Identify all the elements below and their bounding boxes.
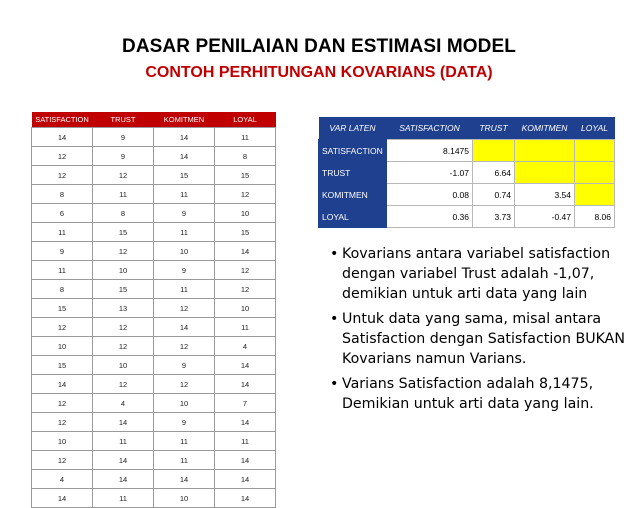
table-cell: 9 [93,147,154,166]
data-header-trust: TRUST [93,112,154,128]
table-row [32,280,276,299]
table-cell: 11 [93,185,154,204]
table-cell: 15 [215,166,276,185]
cov-row-label: KOMITMEN [319,184,387,206]
table-cell: 9 [154,261,215,280]
cov-cell: 6.64 [473,162,515,184]
cov-cell [575,162,615,184]
covariance-table [318,117,615,228]
cov-cell: 3.73 [473,206,515,228]
table-cell: 8 [215,147,276,166]
cov-cell: 0.08 [387,184,473,206]
cov-header-komitmen: KOMITMEN [515,117,575,140]
table-cell: 14 [154,128,215,147]
bullet-item [330,374,630,414]
cov-table-body [319,140,615,228]
table-cell: 10 [215,204,276,223]
table-cell: 12 [93,375,154,394]
table-cell: 9 [154,356,215,375]
table-row [32,242,276,261]
table-cell: 10 [154,242,215,261]
table-cell: 4 [215,337,276,356]
table-cell: 11 [215,318,276,337]
table-cell: 8 [32,185,93,204]
table-row [32,451,276,470]
table-cell: 14 [154,318,215,337]
table-cell: 6 [32,204,93,223]
cov-row [319,140,615,162]
cov-header-satisfaction: SATISFACTION [387,117,473,140]
data-header-komitmen: KOMITMEN [154,112,215,128]
cov-row-label: TRUST [319,162,387,184]
table-cell: 14 [215,375,276,394]
cov-cell: 0.36 [387,206,473,228]
table-row [32,261,276,280]
table-cell: 11 [154,185,215,204]
table-row [32,375,276,394]
table-cell: 10 [32,432,93,451]
table-cell: 13 [93,299,154,318]
table-cell: 12 [32,394,93,413]
bullet-dot-icon: • [330,376,339,392]
bullet-item [330,309,630,369]
table-cell: 10 [215,299,276,318]
table-cell: 11 [32,261,93,280]
table-row [32,356,276,375]
cov-row [319,206,615,228]
table-cell: 14 [32,489,93,508]
data-table-body [32,128,276,508]
page-subtitle: CONTOH PERHITUNGAN KOVARIANS (DATA) [145,64,493,81]
table-cell: 11 [215,128,276,147]
cov-cell [575,184,615,206]
cov-cell: 3.54 [515,184,575,206]
table-cell: 12 [154,337,215,356]
cov-header-row [319,117,615,140]
table-cell: 11 [93,489,154,508]
table-cell: 11 [93,432,154,451]
table-cell: 14 [215,489,276,508]
table-row [32,299,276,318]
table-cell: 14 [93,413,154,432]
table-row [32,223,276,242]
table-cell: 11 [154,280,215,299]
table-cell: 11 [32,223,93,242]
cov-cell [473,140,515,162]
cov-cell [575,140,615,162]
table-row [32,337,276,356]
cov-row-label: LOYAL [319,206,387,228]
table-cell: 7 [215,394,276,413]
cov-cell: 0.74 [473,184,515,206]
table-cell: 12 [93,242,154,261]
cov-cell: 8.06 [575,206,615,228]
cov-cell [515,162,575,184]
table-cell: 10 [32,337,93,356]
table-cell: 8 [32,280,93,299]
data-header-satisfaction: SATISFACTION [32,112,93,128]
bullet-dot-icon: • [330,311,339,327]
table-cell: 14 [32,128,93,147]
cov-header-trust: TRUST [473,117,515,140]
table-row [32,128,276,147]
table-cell: 15 [154,166,215,185]
table-cell: 12 [32,451,93,470]
page-title: DASAR PENILAIAN DAN ESTIMASI MODEL [122,36,516,57]
table-cell: 12 [32,318,93,337]
table-cell: 4 [32,470,93,489]
bullet-item [330,244,630,304]
table-cell: 14 [215,356,276,375]
data-table [31,112,276,508]
table-cell: 11 [154,223,215,242]
table-cell: 9 [154,413,215,432]
cov-header-var-laten: VAR LATEN [319,117,387,140]
table-cell: 12 [215,280,276,299]
table-row [32,470,276,489]
table-cell: 12 [32,166,93,185]
table-cell: 14 [154,147,215,166]
table-row [32,432,276,451]
table-row [32,413,276,432]
table-row [32,318,276,337]
bullet-text: Untuk data yang sama, misal antara Satisfaction dengan Satisfaction BUKAN Kovarians namun Varians. [342,311,625,367]
table-cell: 15 [32,356,93,375]
table-row [32,147,276,166]
table-cell: 9 [93,128,154,147]
table-cell: 14 [215,470,276,489]
table-cell: 14 [154,470,215,489]
table-cell: 9 [32,242,93,261]
table-cell: 14 [93,451,154,470]
table-cell: 14 [215,242,276,261]
table-cell: 10 [154,394,215,413]
cov-row [319,184,615,206]
table-cell: 15 [93,223,154,242]
data-table-header-row [32,112,276,128]
data-header-loyal: LOYAL [215,112,276,128]
table-cell: 14 [215,451,276,470]
bullet-text: Varians Satisfaction adalah 8,1475, Demikian untuk arti data yang lain. [342,376,594,412]
table-cell: 14 [93,470,154,489]
table-cell: 10 [93,356,154,375]
table-cell: 12 [215,261,276,280]
cov-cell: 8.1475 [387,140,473,162]
bullet-dot-icon: • [330,246,339,262]
table-cell: 12 [93,337,154,356]
table-cell: 12 [32,147,93,166]
table-cell: 9 [154,204,215,223]
bullet-list [330,244,630,419]
table-cell: 11 [215,432,276,451]
table-cell: 12 [215,185,276,204]
table-cell: 14 [32,375,93,394]
table-row [32,204,276,223]
table-cell: 4 [93,394,154,413]
table-cell: 12 [93,318,154,337]
bullet-text: Kovarians antara variabel satisfaction dengan variabel Trust adalah -1,07, demikian untuk arti data yang lain [342,246,611,302]
table-cell: 8 [93,204,154,223]
table-cell: 15 [93,280,154,299]
table-row [32,166,276,185]
table-row [32,185,276,204]
table-row [32,394,276,413]
table-cell: 10 [154,489,215,508]
table-cell: 12 [32,413,93,432]
cov-row-label: SATISFACTION [319,140,387,162]
table-cell: 10 [93,261,154,280]
table-cell: 15 [32,299,93,318]
cov-header-loyal: LOYAL [575,117,615,140]
table-cell: 14 [215,413,276,432]
table-cell: 12 [154,375,215,394]
table-cell: 11 [154,432,215,451]
cov-cell: -0.47 [515,206,575,228]
cov-row [319,162,615,184]
table-cell: 11 [154,451,215,470]
cov-cell [515,140,575,162]
table-cell: 12 [154,299,215,318]
cov-cell: -1.07 [387,162,473,184]
table-row [32,489,276,508]
table-cell: 12 [93,166,154,185]
table-cell: 15 [215,223,276,242]
